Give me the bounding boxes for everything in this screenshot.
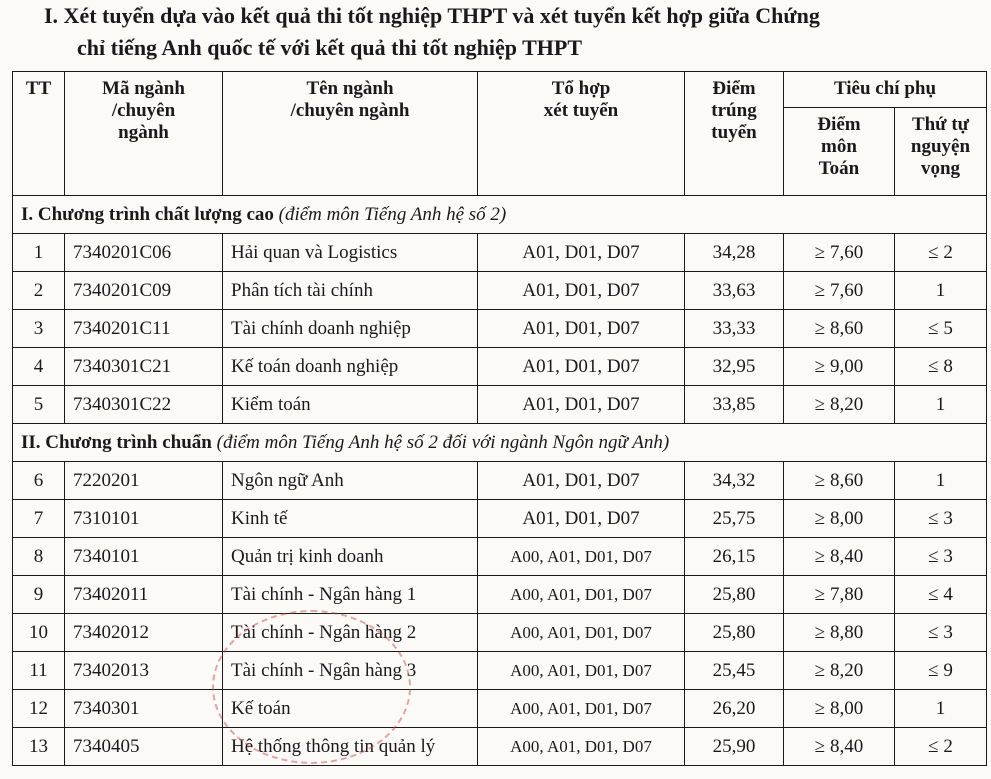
cell-combo: A01, D01, D07 (478, 310, 685, 348)
table-row (13, 576, 987, 614)
cell-order: ≤ 9 (895, 652, 987, 690)
cell-tt: 8 (13, 538, 65, 576)
cell-combo: A01, D01, D07 (478, 272, 685, 310)
cell-name: Quản trị kinh doanh (223, 538, 478, 576)
cell-score: 26,15 (685, 538, 784, 576)
header-name: Tên ngành /chuyên ngành (223, 72, 478, 196)
cell-math: ≥ 8,60 (784, 462, 895, 500)
cell-code: 7340201C11 (65, 310, 223, 348)
section-row-high-quality (13, 196, 987, 234)
cell-combo: A01, D01, D07 (478, 500, 685, 538)
cell-score: 26,20 (685, 690, 784, 728)
cell-code: 7340301 (65, 690, 223, 728)
cell-tt: 3 (13, 310, 65, 348)
cell-order: ≤ 2 (895, 728, 987, 766)
cell-code: 73402011 (65, 576, 223, 614)
cell-tt: 13 (13, 728, 65, 766)
cell-order: 1 (895, 690, 987, 728)
table-row (13, 386, 987, 424)
cell-name: Ngôn ngữ Anh (223, 462, 478, 500)
cell-name: Hải quan và Logistics (223, 234, 478, 272)
cell-order: ≤ 3 (895, 500, 987, 538)
table-row (13, 728, 987, 766)
cell-tt: 9 (13, 576, 65, 614)
cell-combo: A00, A01, D01, D07 (478, 614, 685, 652)
cell-code: 73402012 (65, 614, 223, 652)
cell-score: 32,95 (685, 348, 784, 386)
section-note: (điểm môn Tiếng Anh hệ số 2) (278, 203, 507, 225)
cell-combo: A00, A01, D01, D07 (478, 652, 685, 690)
cell-name: Kế toán (223, 690, 478, 728)
table-row (13, 690, 987, 728)
cell-name: Tài chính doanh nghiệp (223, 310, 478, 348)
heading-line-1: I. Xét tuyển dựa vào kết quả thi tốt nghiệp THPT và xét tuyển kết hợp giữa Chứng (44, 3, 820, 28)
cell-order: ≤ 3 (895, 614, 987, 652)
cell-tt: 1 (13, 234, 65, 272)
cell-name: Kinh tế (223, 500, 478, 538)
table-row (13, 348, 987, 386)
cell-score: 33,33 (685, 310, 784, 348)
cell-math: ≥ 7,60 (784, 234, 895, 272)
cell-score: 25,80 (685, 576, 784, 614)
cell-combo: A01, D01, D07 (478, 462, 685, 500)
cell-tt: 6 (13, 462, 65, 500)
table-row (13, 462, 987, 500)
cell-math: ≥ 8,00 (784, 690, 895, 728)
cell-tt: 7 (13, 500, 65, 538)
table-row (13, 538, 987, 576)
header-tt: TT (13, 72, 65, 196)
cell-math: ≥ 8,80 (784, 614, 895, 652)
cell-score: 33,85 (685, 386, 784, 424)
cell-code: 7340201C06 (65, 234, 223, 272)
cell-score: 34,28 (685, 234, 784, 272)
cell-score: 25,75 (685, 500, 784, 538)
cell-tt: 2 (13, 272, 65, 310)
cell-tt: 12 (13, 690, 65, 728)
section-title: II. Chương trình chuẩn (21, 431, 212, 453)
table-row (13, 310, 987, 348)
header-score: Điểm trúng tuyển (685, 72, 784, 196)
cell-code: 7340101 (65, 538, 223, 576)
cell-combo: A00, A01, D01, D07 (478, 576, 685, 614)
cell-combo: A01, D01, D07 (478, 386, 685, 424)
cell-combo: A00, A01, D01, D07 (478, 690, 685, 728)
table-row (13, 652, 987, 690)
cell-order: 1 (895, 462, 987, 500)
cell-name: Kế toán doanh nghiệp (223, 348, 478, 386)
cell-code: 7340301C22 (65, 386, 223, 424)
table-row (13, 614, 987, 652)
cell-order: 1 (895, 272, 987, 310)
cell-name: Hệ thống thông tin quản lý (223, 728, 478, 766)
section-note: (điểm môn Tiếng Anh hệ số 2 đối với ngành Ngôn ngữ Anh) (216, 431, 670, 453)
cell-score: 25,45 (685, 652, 784, 690)
cell-math: ≥ 7,60 (784, 272, 895, 310)
header-combo: Tổ hợp xét tuyển (478, 72, 685, 196)
cell-code: 7340201C09 (65, 272, 223, 310)
cell-combo: A00, A01, D01, D07 (478, 728, 685, 766)
cell-code: 7340405 (65, 728, 223, 766)
cell-combo: A00, A01, D01, D07 (478, 538, 685, 576)
cell-code: 7310101 (65, 500, 223, 538)
cell-tt: 5 (13, 386, 65, 424)
header-math-score: Điểm môn Toán (784, 108, 895, 196)
cell-math: ≥ 8,00 (784, 500, 895, 538)
cell-combo: A01, D01, D07 (478, 348, 685, 386)
cell-code: 7340301C21 (65, 348, 223, 386)
cell-code: 73402013 (65, 652, 223, 690)
cell-tt: 10 (13, 614, 65, 652)
cell-math: ≥ 8,60 (784, 310, 895, 348)
cell-order: ≤ 4 (895, 576, 987, 614)
cell-combo: A01, D01, D07 (478, 234, 685, 272)
cell-score: 25,90 (685, 728, 784, 766)
cell-math: ≥ 8,20 (784, 652, 895, 690)
cell-math: ≥ 8,40 (784, 538, 895, 576)
cell-order: ≤ 8 (895, 348, 987, 386)
cell-score: 25,80 (685, 614, 784, 652)
cell-math: ≥ 8,20 (784, 386, 895, 424)
header-wish-order: Thứ tự nguyện vọng (895, 108, 987, 196)
table-row (13, 272, 987, 310)
cell-order: ≤ 5 (895, 310, 987, 348)
cell-order: ≤ 2 (895, 234, 987, 272)
cell-tt: 11 (13, 652, 65, 690)
cell-score: 34,32 (685, 462, 784, 500)
cell-order: 1 (895, 386, 987, 424)
table-row (13, 234, 987, 272)
cell-name: Tài chính - Ngân hàng 1 (223, 576, 478, 614)
section-row-standard (13, 424, 987, 462)
cell-name: Kiểm toán (223, 386, 478, 424)
cell-math: ≥ 8,40 (784, 728, 895, 766)
table-row (13, 500, 987, 538)
heading-line-2: chỉ tiếng Anh quốc tế với kết quả thi tốt nghiệp THPT (77, 35, 583, 60)
cell-name: Tài chính - Ngân hàng 2 (223, 614, 478, 652)
header-code: Mã ngành /chuyên ngành (65, 72, 223, 196)
section-title: I. Chương trình chất lượng cao (21, 203, 274, 225)
cell-name: Phân tích tài chính (223, 272, 478, 310)
page-heading (44, 0, 991, 64)
cell-tt: 4 (13, 348, 65, 386)
cell-math: ≥ 9,00 (784, 348, 895, 386)
cell-math: ≥ 7,80 (784, 576, 895, 614)
cell-order: ≤ 3 (895, 538, 987, 576)
cell-code: 7220201 (65, 462, 223, 500)
cell-name: Tài chính - Ngân hàng 3 (223, 652, 478, 690)
admission-score-table (12, 71, 987, 766)
cell-score: 33,63 (685, 272, 784, 310)
header-criteria: Tiêu chí phụ (784, 72, 987, 108)
